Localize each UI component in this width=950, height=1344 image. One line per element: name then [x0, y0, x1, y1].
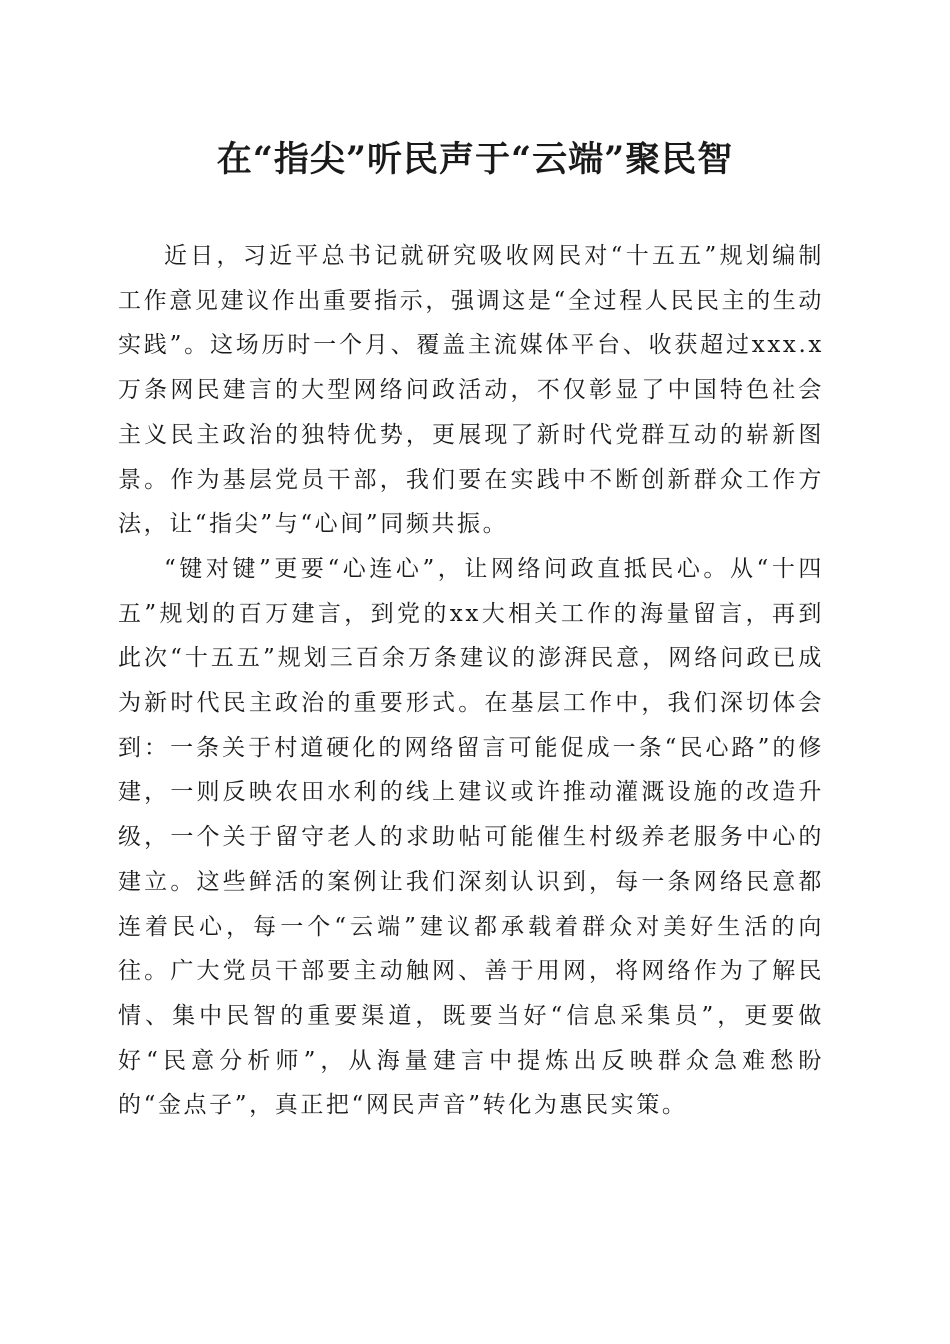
document-title: 在“指尖”听民声于“云端”聚民智: [216, 139, 734, 180]
paragraph-1: 近日，习近平总书记就研究吸收网民对“十五五”规划编制工作意见建议作出重要指示，强调这是“全过程人民民主的生动实践”。这场历时一个月、覆盖主流媒体平台、收获超过xxx.x万条网民建言的大型网络问政活动，不仅彰显了中国特色社会主义民主政治的独特优势，更展现了新时代党群互动的崭新图景。作为基层党员干部，我们要在实践中不断创新群众工作方法，让“指尖”与“心间”同频共振。: [118, 243, 824, 538]
paragraph-2: “键对键”更要“心连心”，让网络问政直抵民心。从“十四五”规划的百万建言，到党的xx大相关工作的海量留言，再到此次“十五五”规划三百余万条建议的澎湃民意，网络问政已成为新时代民主政治的重要形式。在基层工作中，我们深切体会到：一条关于村道硬化的网络留言可能促成一条“民心路”的修建，一则反映农田水利的线上建议或许推动灌溉设施的改造升级，一个关于留守老人的求助帖可能催生村级养老服务中心的建立。这些鲜活的案例让我们深刻认识到，每一条网络民意都连着民心，每一个“云端”建议都承载着群众对美好生活的向往。广大党员干部要主动触网、善于用网，将网络作为了解民情、集中民智的重要渠道，既要当好“信息采集员”，更要做好“民意分析师”，从海量建言中提炼出反映群众急难愁盼的“金点子”，真正把“网民声音”转化为惠民实策。: [118, 555, 824, 1119]
document-body: [118, 234, 824, 1128]
